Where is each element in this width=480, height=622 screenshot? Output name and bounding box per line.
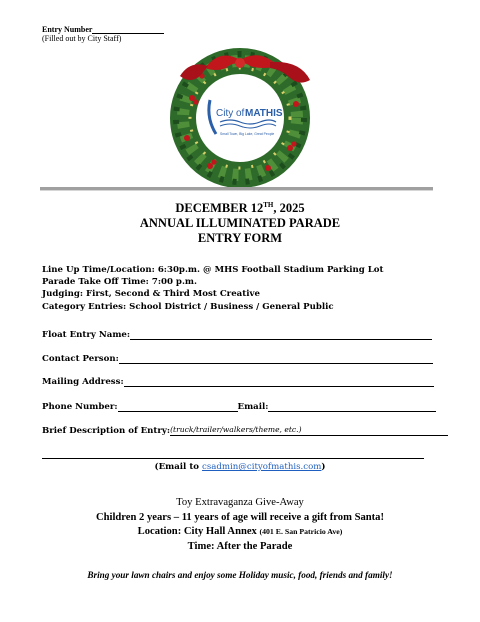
description-second-line[interactable]	[42, 458, 424, 459]
mailing-address-label: Mailing Address:	[42, 377, 124, 387]
toy-title: Toy Extravaganza Give-Away	[176, 497, 304, 508]
float-name-label: Float Entry Name:	[42, 330, 131, 340]
toy-children: Children 2 years – 11 years of age will receive a gift from Santa!	[95, 511, 385, 523]
toy-location: Location: City Hall Annex (401 E. San Patricio Ave)	[137, 526, 343, 538]
email-label: Email:	[237, 402, 269, 412]
contact-person-field	[42, 352, 433, 364]
phone-label: Phone Number:	[42, 402, 118, 412]
logo-tagline: Small Town, Big Lake, Great People	[220, 132, 275, 136]
event-info	[42, 264, 383, 313]
event-title: ANNUAL ILLUMINATED PARADE	[139, 216, 341, 231]
contact-person-label: Contact Person:	[42, 354, 119, 364]
mailing-address-field	[42, 375, 434, 387]
email-link[interactable]: csadmin@cityofmathis.com	[202, 462, 322, 472]
phone-input[interactable]	[118, 401, 238, 412]
logo-city-of: City of	[216, 108, 245, 119]
contact-person-input[interactable]	[119, 353, 433, 364]
holiday-wreath-logo	[150, 38, 330, 188]
description-field	[42, 424, 448, 436]
email-note: (Email to csadmin@cityofmathis.com)	[154, 462, 326, 472]
entry-number-label: Entry Number	[42, 25, 93, 34]
form-title: ENTRY FORM	[197, 231, 283, 246]
title-block	[0, 198, 480, 246]
take-off-info: Parade Take Off Time: 7:00 p.m.	[42, 277, 198, 288]
closing-message: Bring your lawn chairs and enjoy some Holiday music, food, friends and family!	[87, 570, 393, 580]
float-name-field	[42, 328, 432, 340]
logo-mathis: MATHIS	[245, 108, 283, 119]
email-input[interactable]	[268, 401, 436, 412]
description-hint: (truck/trailer/walkers/theme, etc.)	[170, 425, 302, 434]
event-date: DECEMBER 12TH, 2025	[175, 201, 305, 216]
entry-number-note: (Filled out by City Staff)	[42, 34, 122, 43]
categories-info: Category Entries: School District / Business / General Public	[42, 301, 334, 312]
line-up-info: Line Up Time/Location: 6:30p.m. @ MHS Football Stadium Parking Lot	[42, 265, 384, 275]
horizontal-divider	[40, 187, 433, 191]
entry-number-block	[42, 25, 164, 43]
description-label: Brief Description of Entry:	[42, 426, 171, 436]
toy-giveaway-block	[0, 496, 480, 554]
mailing-address-input[interactable]	[124, 376, 434, 387]
phone-email-field	[42, 400, 436, 412]
toy-time: Time: After the Parade	[187, 540, 293, 552]
float-name-input[interactable]	[130, 329, 432, 340]
judging-info: Judging: First, Second & Third Most Creative	[42, 289, 260, 300]
description-input[interactable]	[302, 425, 448, 436]
